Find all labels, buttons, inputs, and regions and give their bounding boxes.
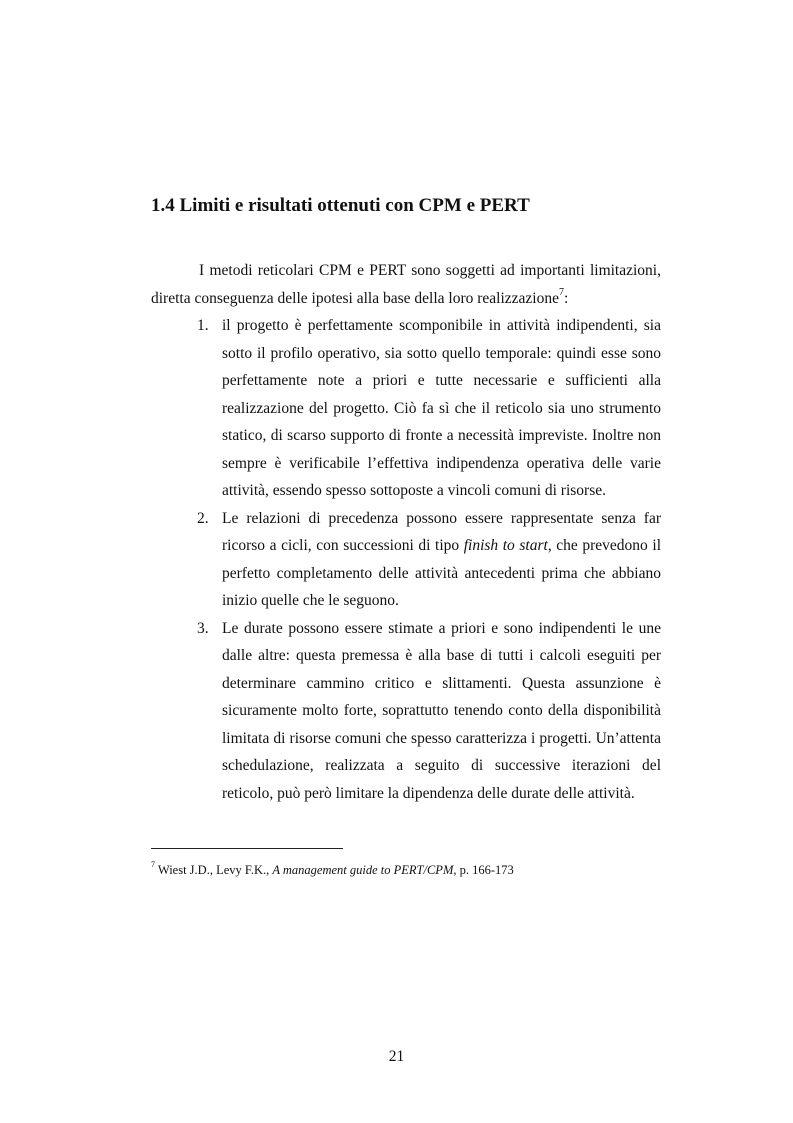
list-item-text: il progetto è perfettamente scomponibile in attività indipendenti, sia sotto il profilo operativo, sia sotto quello temporale: quindi esse sono perfettamente note a priori e tutte necessarie e sufficienti alla realizzazione del progetto. Ciò fa sì che il reticolo sia uno strumento statico, di scarso supporto di fronte a necessità impreviste. Inoltre non sempre è verificabile l’effettiva indipendenza operativa delle varie attività, essendo spesso sottoposte a vincoli comuni di risorse. bbox=[222, 317, 661, 499]
footnote-number: 7 bbox=[151, 860, 155, 869]
list-item-text bbox=[222, 505, 661, 615]
footnote-reference[interactable]: 7 bbox=[558, 287, 564, 299]
section-heading: 1.4 Limiti e risultati ottenuti con CPM e PERT bbox=[151, 195, 530, 216]
page-number: 21 bbox=[388, 1048, 405, 1065]
list-item-text-after: , che prevedono il perfetto completamento delle attività antecedenti prima che abbiano inizio quelle che le seguono. bbox=[222, 537, 662, 609]
list-item-number: 2. bbox=[197, 509, 209, 527]
footnote bbox=[151, 862, 514, 878]
footnote-authors: Wiest J.D., Levy F.K., bbox=[155, 863, 273, 878]
intro-paragraph bbox=[151, 257, 661, 312]
list-item-text-before: Le relazioni di precedenza possono essere rappresentate senza far ricorso a cicli, con successioni di tipo bbox=[222, 509, 661, 554]
footnote-title: A management guide to PERT/CPM bbox=[272, 863, 454, 878]
list-item bbox=[151, 615, 661, 808]
list-item-text: Le durate possono essere stimate a priori e sono indipendenti le une dalle altre: questa premessa è alla base di tutti i calcoli eseguiti per determinare cammino critico e slittamenti. Questa assunzione è sicuramente molto forte, soprattutto tenendo conto della disponibilità limitata di risorse comuni che spesso caratterizza i progetti. Un’attenta schedulazione, realizzata a seguito di successive iterazioni del reticolo, può però limitare la dipendenza delle durate delle attività. bbox=[222, 619, 661, 802]
italic-term: finish to start bbox=[463, 537, 548, 554]
list-item-number: 3. bbox=[197, 619, 209, 637]
intro-text: I metodi reticolari CPM e PERT sono soggetti ad importanti limitazioni, diretta conseguenza delle ipotesi alla base della loro realizzazione bbox=[151, 262, 661, 307]
list-item-number: 1. bbox=[197, 317, 209, 334]
limitations-list bbox=[151, 312, 661, 807]
intro-tail: : bbox=[563, 289, 569, 307]
list-item bbox=[151, 505, 661, 615]
footnote-separator bbox=[151, 848, 343, 849]
footnote-pages: , p. 166-173 bbox=[453, 863, 514, 878]
list-item bbox=[151, 312, 661, 505]
